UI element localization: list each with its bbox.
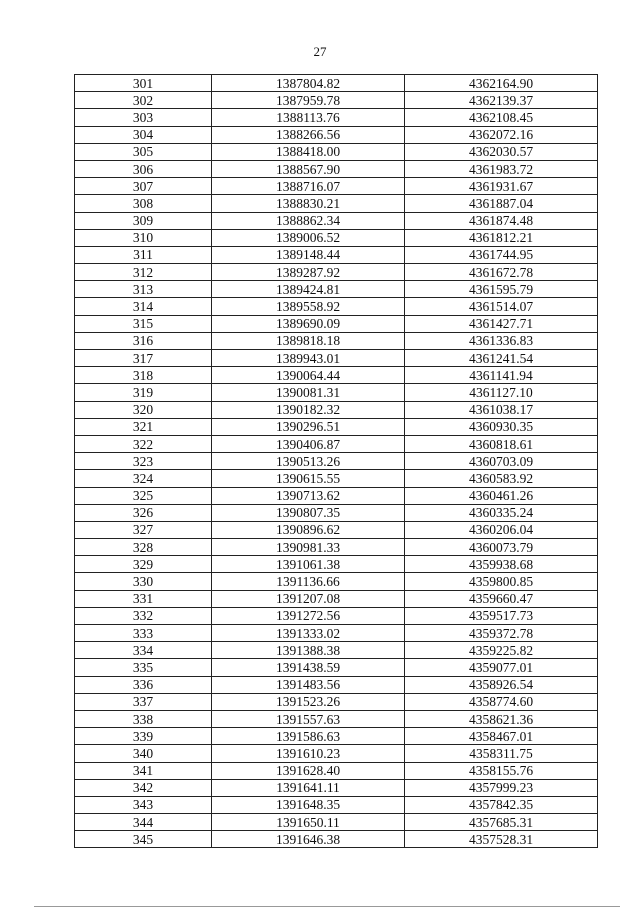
x-coordinate-cell: 1388862.34 [212,212,405,229]
y-coordinate-cell: 4361887.04 [405,195,598,212]
point-number-cell: 323 [75,453,212,470]
y-coordinate-cell: 4360073.79 [405,539,598,556]
y-coordinate-cell: 4357685.31 [405,814,598,831]
table-row [75,367,598,384]
point-number-cell: 307 [75,178,212,195]
y-coordinate-cell: 4362030.57 [405,143,598,160]
point-number-cell: 342 [75,779,212,796]
point-number-cell: 318 [75,367,212,384]
x-coordinate-cell: 1391061.38 [212,556,405,573]
y-coordinate-cell: 4360206.04 [405,521,598,538]
y-coordinate-cell: 4359660.47 [405,590,598,607]
y-coordinate-cell: 4360335.24 [405,504,598,521]
y-coordinate-cell: 4359077.01 [405,659,598,676]
y-coordinate-cell: 4359225.82 [405,642,598,659]
table-row [75,728,598,745]
table-row [75,831,598,848]
point-number-cell: 330 [75,573,212,590]
x-coordinate-cell: 1391523.26 [212,693,405,710]
y-coordinate-cell: 4359800.85 [405,573,598,590]
x-coordinate-cell: 1389424.81 [212,281,405,298]
table-row [75,264,598,281]
table-row [75,229,598,246]
x-coordinate-cell: 1391272.56 [212,607,405,624]
y-coordinate-cell: 4361672.78 [405,264,598,281]
y-coordinate-cell: 4359372.78 [405,625,598,642]
y-coordinate-cell: 4361141.94 [405,367,598,384]
x-coordinate-cell: 1387804.82 [212,75,405,92]
x-coordinate-cell: 1391483.56 [212,676,405,693]
x-coordinate-cell: 1390182.32 [212,401,405,418]
x-coordinate-cell: 1391641.11 [212,779,405,796]
y-coordinate-cell: 4361241.54 [405,350,598,367]
x-coordinate-cell: 1390406.87 [212,435,405,452]
coordinates-table [74,74,598,848]
table-row [75,435,598,452]
y-coordinate-cell: 4362164.90 [405,75,598,92]
table-row [75,470,598,487]
point-number-cell: 331 [75,590,212,607]
y-coordinate-cell: 4361931.67 [405,178,598,195]
y-coordinate-cell: 4358621.36 [405,710,598,727]
table-row [75,212,598,229]
y-coordinate-cell: 4357528.31 [405,831,598,848]
x-coordinate-cell: 1391438.59 [212,659,405,676]
y-coordinate-cell: 4362108.45 [405,109,598,126]
point-number-cell: 320 [75,401,212,418]
point-number-cell: 326 [75,504,212,521]
table-row [75,401,598,418]
table-row [75,504,598,521]
y-coordinate-cell: 4360583.92 [405,470,598,487]
x-coordinate-cell: 1388716.07 [212,178,405,195]
point-number-cell: 311 [75,246,212,263]
y-coordinate-cell: 4360930.35 [405,418,598,435]
point-number-cell: 306 [75,160,212,177]
table-row [75,143,598,160]
point-number-cell: 302 [75,92,212,109]
point-number-cell: 316 [75,332,212,349]
x-coordinate-cell: 1388266.56 [212,126,405,143]
table-row [75,556,598,573]
x-coordinate-cell: 1388418.00 [212,143,405,160]
x-coordinate-cell: 1390981.33 [212,539,405,556]
y-coordinate-cell: 4358467.01 [405,728,598,745]
x-coordinate-cell: 1391628.40 [212,762,405,779]
point-number-cell: 314 [75,298,212,315]
point-number-cell: 313 [75,281,212,298]
table-row [75,590,598,607]
x-coordinate-cell: 1388830.21 [212,195,405,212]
table-row [75,796,598,813]
table-row [75,298,598,315]
x-coordinate-cell: 1390807.35 [212,504,405,521]
point-number-cell: 328 [75,539,212,556]
y-coordinate-cell: 4360703.09 [405,453,598,470]
table-row [75,384,598,401]
table-row [75,779,598,796]
x-coordinate-cell: 1390513.26 [212,453,405,470]
point-number-cell: 310 [75,229,212,246]
x-coordinate-cell: 1390081.31 [212,384,405,401]
point-number-cell: 345 [75,831,212,848]
point-number-cell: 308 [75,195,212,212]
point-number-cell: 337 [75,693,212,710]
y-coordinate-cell: 4361983.72 [405,160,598,177]
x-coordinate-cell: 1389148.44 [212,246,405,263]
table-row [75,281,598,298]
y-coordinate-cell: 4361812.21 [405,229,598,246]
point-number-cell: 315 [75,315,212,332]
point-number-cell: 344 [75,814,212,831]
x-coordinate-cell: 1390713.62 [212,487,405,504]
point-number-cell: 334 [75,642,212,659]
x-coordinate-cell: 1388113.76 [212,109,405,126]
point-number-cell: 321 [75,418,212,435]
point-number-cell: 325 [75,487,212,504]
table-row [75,710,598,727]
point-number-cell: 305 [75,143,212,160]
y-coordinate-cell: 4361127.10 [405,384,598,401]
table-row [75,92,598,109]
y-coordinate-cell: 4361427.71 [405,315,598,332]
x-coordinate-cell: 1391646.38 [212,831,405,848]
point-number-cell: 304 [75,126,212,143]
y-coordinate-cell: 4357999.23 [405,779,598,796]
table-row [75,573,598,590]
table-row [75,246,598,263]
point-number-cell: 336 [75,676,212,693]
x-coordinate-cell: 1391648.35 [212,796,405,813]
point-number-cell: 319 [75,384,212,401]
point-number-cell: 341 [75,762,212,779]
point-number-cell: 339 [75,728,212,745]
x-coordinate-cell: 1390064.44 [212,367,405,384]
point-number-cell: 303 [75,109,212,126]
y-coordinate-cell: 4362072.16 [405,126,598,143]
point-number-cell: 322 [75,435,212,452]
y-coordinate-cell: 4359938.68 [405,556,598,573]
point-number-cell: 329 [75,556,212,573]
x-coordinate-cell: 1391333.02 [212,625,405,642]
x-coordinate-cell: 1391610.23 [212,745,405,762]
y-coordinate-cell: 4362139.37 [405,92,598,109]
y-coordinate-cell: 4361874.48 [405,212,598,229]
x-coordinate-cell: 1391586.63 [212,728,405,745]
y-coordinate-cell: 4359517.73 [405,607,598,624]
x-coordinate-cell: 1389818.18 [212,332,405,349]
table-row [75,126,598,143]
table-row [75,676,598,693]
x-coordinate-cell: 1389943.01 [212,350,405,367]
table-row [75,607,598,624]
x-coordinate-cell: 1387959.78 [212,92,405,109]
x-coordinate-cell: 1389006.52 [212,229,405,246]
table-row [75,762,598,779]
table-row [75,814,598,831]
table-row [75,195,598,212]
table-row [75,178,598,195]
table-row [75,521,598,538]
point-number-cell: 335 [75,659,212,676]
y-coordinate-cell: 4358926.54 [405,676,598,693]
point-number-cell: 343 [75,796,212,813]
table-row [75,693,598,710]
y-coordinate-cell: 4358311.75 [405,745,598,762]
table-row [75,745,598,762]
table-row [75,539,598,556]
point-number-cell: 312 [75,264,212,281]
table-row [75,418,598,435]
point-number-cell: 332 [75,607,212,624]
page-number: 27 [313,44,327,59]
x-coordinate-cell: 1389287.92 [212,264,405,281]
y-coordinate-cell: 4360818.61 [405,435,598,452]
x-coordinate-cell: 1391136.66 [212,573,405,590]
point-number-cell: 340 [75,745,212,762]
table-row [75,75,598,92]
y-coordinate-cell: 4361038.17 [405,401,598,418]
x-coordinate-cell: 1391557.63 [212,710,405,727]
x-coordinate-cell: 1389558.92 [212,298,405,315]
point-number-cell: 333 [75,625,212,642]
table-row [75,160,598,177]
table-row [75,350,598,367]
x-coordinate-cell: 1391207.08 [212,590,405,607]
y-coordinate-cell: 4357842.35 [405,796,598,813]
y-coordinate-cell: 4358774.60 [405,693,598,710]
point-number-cell: 338 [75,710,212,727]
x-coordinate-cell: 1390296.51 [212,418,405,435]
point-number-cell: 327 [75,521,212,538]
y-coordinate-cell: 4361744.95 [405,246,598,263]
table-row [75,315,598,332]
point-number-cell: 301 [75,75,212,92]
table-row [75,659,598,676]
x-coordinate-cell: 1390896.62 [212,521,405,538]
x-coordinate-cell: 1389690.09 [212,315,405,332]
bottom-rule [34,906,620,907]
y-coordinate-cell: 4361595.79 [405,281,598,298]
point-number-cell: 309 [75,212,212,229]
x-coordinate-cell: 1391388.38 [212,642,405,659]
table-row [75,487,598,504]
x-coordinate-cell: 1388567.90 [212,160,405,177]
coordinates-table-body [75,75,598,848]
y-coordinate-cell: 4361336.83 [405,332,598,349]
y-coordinate-cell: 4358155.76 [405,762,598,779]
table-row [75,625,598,642]
y-coordinate-cell: 4361514.07 [405,298,598,315]
x-coordinate-cell: 1391650.11 [212,814,405,831]
x-coordinate-cell: 1390615.55 [212,470,405,487]
point-number-cell: 324 [75,470,212,487]
table-row [75,453,598,470]
table-row [75,642,598,659]
y-coordinate-cell: 4360461.26 [405,487,598,504]
table-row [75,109,598,126]
point-number-cell: 317 [75,350,212,367]
table-row [75,332,598,349]
